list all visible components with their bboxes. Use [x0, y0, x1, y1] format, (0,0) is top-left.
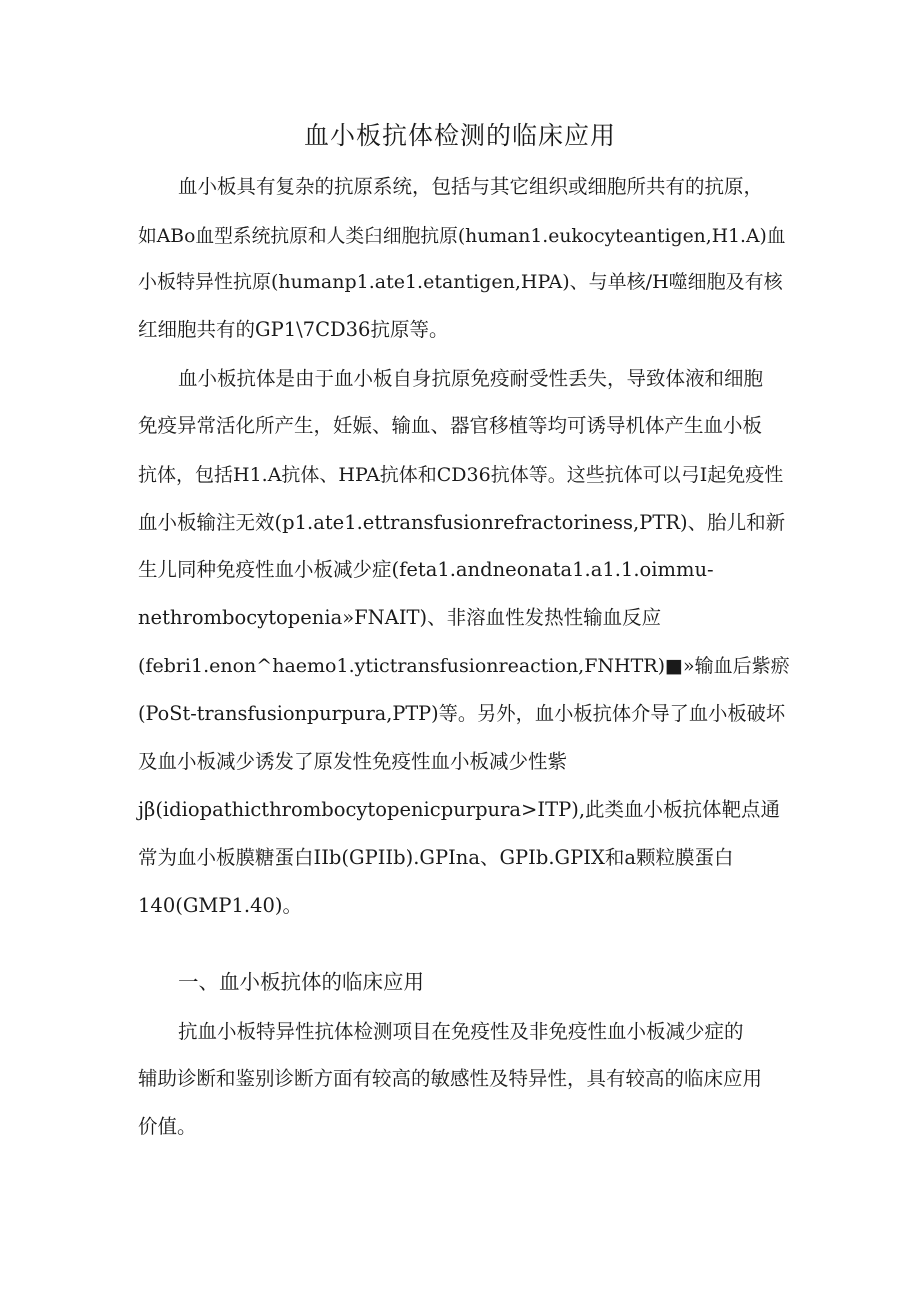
paragraph-1-line-4: 红细胞共有的GP1\7CD36抗原等。	[138, 318, 449, 341]
section-1-line-2: 辅助诊断和鉴别诊断方面有较高的敏感性及特异性，具有较高的临床应用	[138, 1067, 763, 1090]
paragraph-1-line-1: 血小板具有复杂的抗原系统，包括与其它组织或细胞所共有的抗原，	[178, 175, 764, 198]
paragraph-2-line-1: 血小板抗体是由于血小板自身抗原免疫耐受性丢失，导致体液和细胞	[178, 367, 764, 390]
paragraph-2-line-7: (febri1.enon^haemo1.ytictransfusionreaction,FNHTR)■»输血后紫瘀	[138, 655, 790, 677]
paragraph-1-line-2: 如ABo血型系统抗原和人类臼细胞抗原(human1.eukocyteantigen,H1.A)血	[138, 226, 786, 247]
section-1-line-3: 价值。	[138, 1115, 197, 1138]
paragraph-2-line-8: (PoSt-transfusionpurpura,PTP)等。另外，血小板抗体介导了血小板破坏	[138, 702, 786, 725]
paragraph-2-line-10: jβ(idiopathicthrombocytopenicpurpura>ITP),此类血小板抗体靶点通	[138, 798, 781, 821]
paragraph-2-line-4: 血小板输注无效(p1.ate1.ettransfusionrefractoriness,PTR)、胎儿和新	[138, 511, 786, 534]
section-1-line-1: 抗血小板特异性抗体检测项目在免疫性及非免疫性血小板减少症的	[178, 1020, 744, 1043]
paragraph-2-line-5: 生儿同种免疫性血小板减少症(feta1.andneonata1.a1.1.oimmu-	[138, 558, 714, 581]
paragraph-2-line-2: 免疫异常活化所产生，妊娠、输血、器官移植等均可诱导机体产生血小板	[138, 414, 763, 437]
paragraph-1-line-3: 小板特异性抗原(humanp1.ate1.etantigen,HPA)、与单核/H噬细胞及有核	[138, 271, 783, 293]
section-heading: 一、血小板抗体的临床应用	[178, 970, 424, 994]
paragraph-2-line-12: 140(GMP1.40)。	[138, 894, 303, 917]
paragraph-2-line-3: 抗体，包括H1.A抗体、HPA抗体和CD36抗体等。这些抗体可以弓I起免疫性	[138, 464, 784, 486]
paragraph-2-line-11: 常为血小板膜糖蛋白IIb(GPIIb).GPIna、GPIb.GPIX和a颗粒膜蛋白	[138, 846, 734, 869]
paragraph-2-line-6: nethrombocytopenia»FNAIT)、非溶血性发热性输血反应	[138, 606, 662, 629]
paragraph-2-line-9: 及血小板减少诱发了原发性免疫性血小板减少性紫	[138, 750, 568, 773]
document-title: 血小板抗体检测的临床应用	[303, 121, 616, 150]
